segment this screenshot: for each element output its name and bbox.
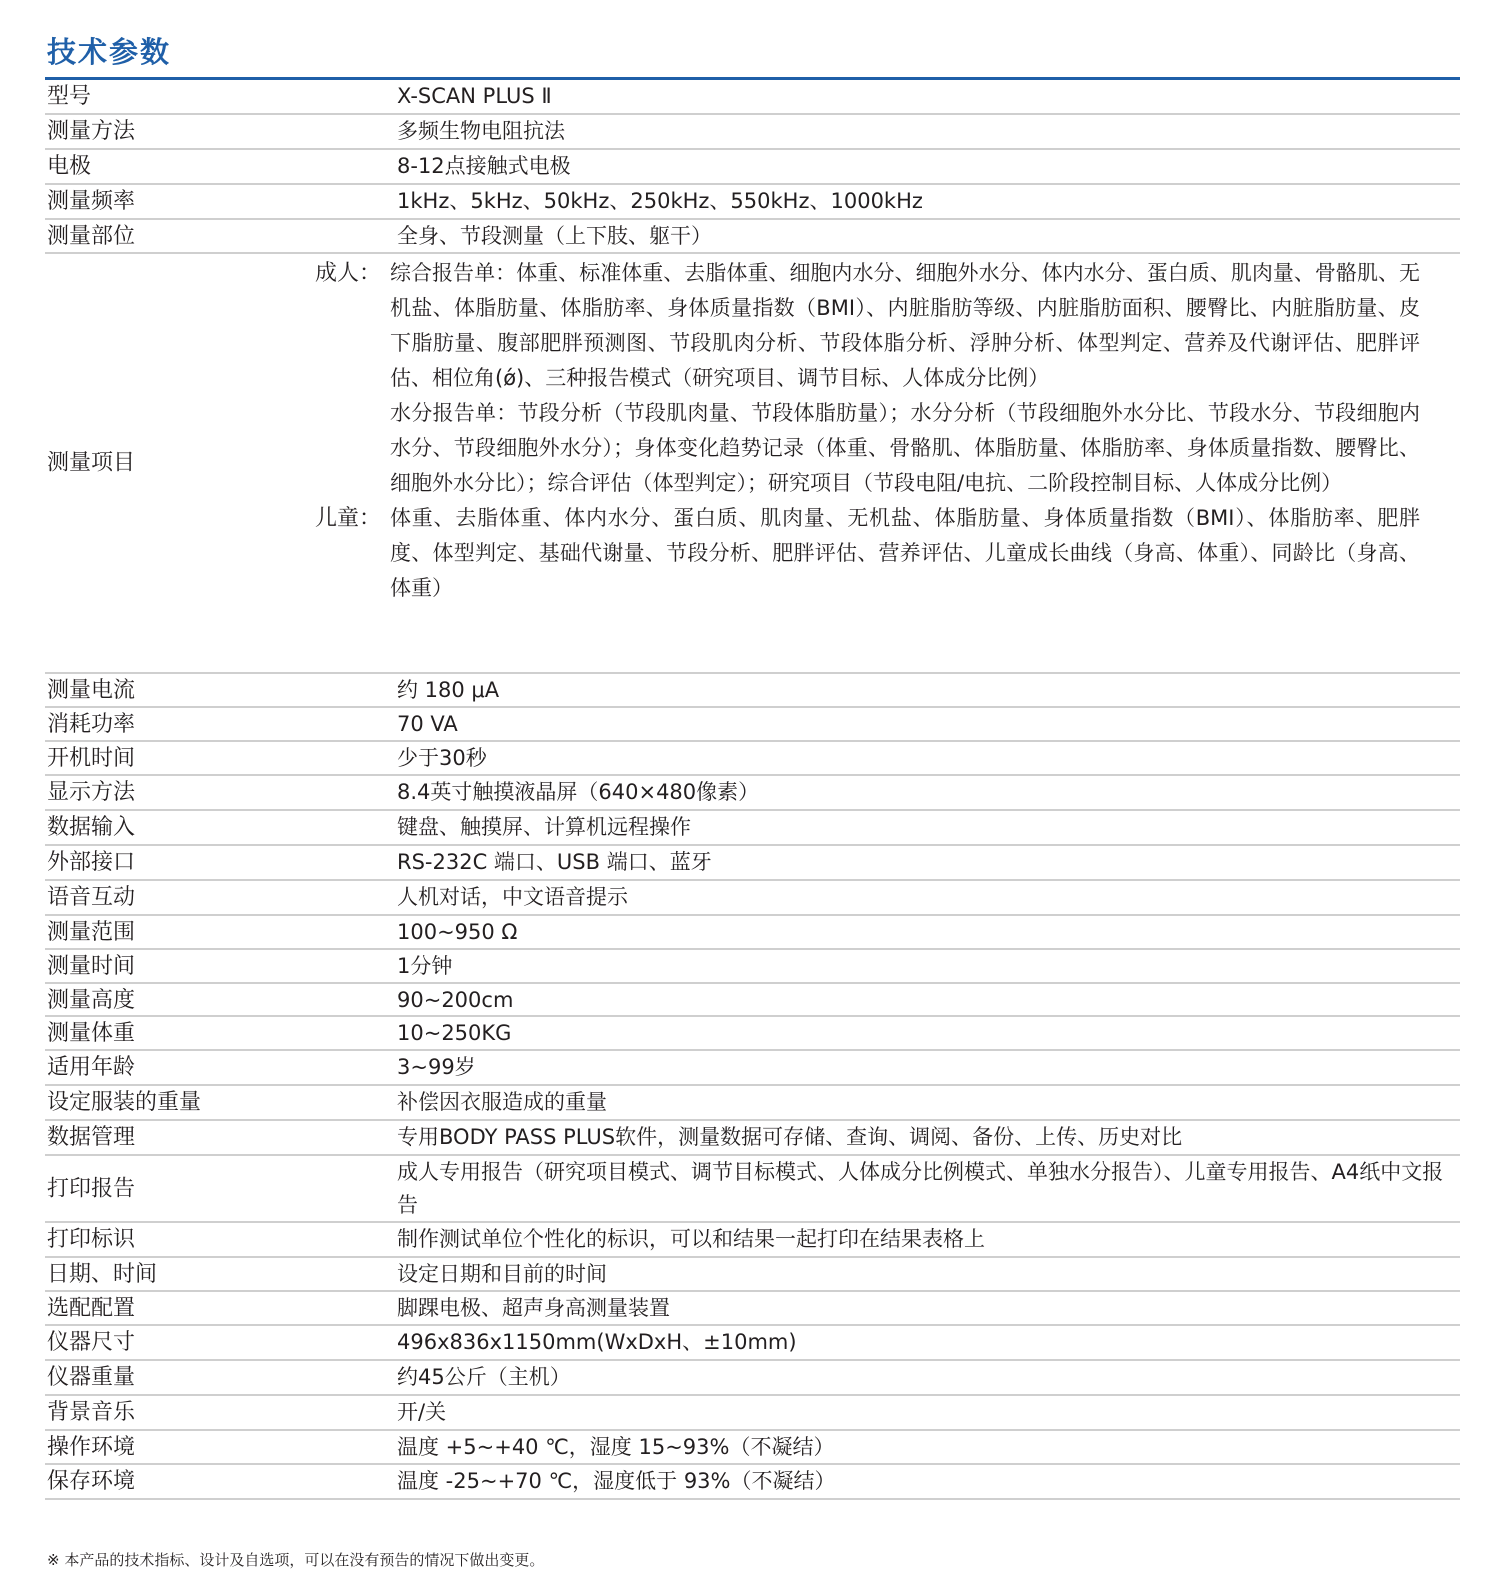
spec-label: 消耗功率 xyxy=(47,712,136,737)
spec-row xyxy=(45,1431,1460,1465)
spec-label: 保存环境 xyxy=(47,1469,136,1494)
spec-row xyxy=(45,1396,1460,1431)
spec-row xyxy=(45,220,1460,254)
spec-label: 日期、时间 xyxy=(47,1262,158,1287)
spec-value: X-SCAN PLUS Ⅱ xyxy=(397,84,552,108)
spec-value: 开/关 xyxy=(397,1400,447,1424)
spec-row xyxy=(45,708,1460,742)
spec-label: 设定服装的重量 xyxy=(47,1090,202,1115)
spec-label: 背景音乐 xyxy=(47,1400,136,1425)
spec-value: RS-232C 端口、USB 端口、蓝牙 xyxy=(397,850,712,874)
spec-label: 操作环境 xyxy=(47,1435,136,1460)
spec-value: 脚踝电极、超声身高测量装置 xyxy=(397,1296,670,1320)
spec-value: 10~250KG xyxy=(397,1021,512,1045)
spec-value: 少于30秒 xyxy=(397,746,487,770)
spec-value: 约 180 μA xyxy=(397,678,500,702)
adult-group xyxy=(45,256,1460,501)
spec-label: 适用年龄 xyxy=(47,1055,136,1080)
spec-value: 专用BODY PASS PLUS软件，测量数据可存储、查询、调阅、备份、上传、历史对比 xyxy=(397,1125,1183,1149)
spec-table xyxy=(45,80,1460,1500)
spec-value: 设定日期和目前的时间 xyxy=(397,1262,607,1286)
spec-label: 外部接口 xyxy=(47,850,136,875)
child-group xyxy=(45,501,1460,606)
spec-value: 约45公斤（主机） xyxy=(397,1365,571,1389)
child-tag: 儿童： xyxy=(315,506,382,531)
spec-row xyxy=(45,1465,1460,1500)
spec-label: 开机时间 xyxy=(47,746,136,771)
spec-row xyxy=(45,1121,1460,1156)
spec-row xyxy=(45,742,1460,776)
spec-row xyxy=(45,1361,1460,1396)
spec-label: 数据输入 xyxy=(47,815,136,840)
spec-row xyxy=(45,776,1460,811)
spec-label: 测量电流 xyxy=(47,678,136,703)
spec-row xyxy=(45,674,1460,708)
spec-row xyxy=(45,1051,1460,1086)
spec-value: 1分钟 xyxy=(397,954,453,978)
spec-value: 制作测试单位个性化的标识，可以和结果一起打印在结果表格上 xyxy=(397,1227,985,1251)
comprehensive-report-text: 体重、标准体重、去脂体重、细胞内水分、细胞外水分、体内水分、蛋白质、肌肉量、骨骼肌、无机盐、体脂肪量、体脂肪率、身体质量指数（BMI）、内脏脂肪等级、内脏脂肪面积、腰臀比、内脏脂肪量、皮下脂肪量、腹部肥胖预测图、节段肌肉分析、节段体脂分析、浮肿分析、体型判定、营养及代谢评估、肥胖评估、相位角(ǿ)、三种报告模式（研究项目、调节目标、人体成分比例） xyxy=(390,261,1420,390)
spec-label: 测量体重 xyxy=(47,1021,136,1046)
spec-row-measurement-items xyxy=(45,254,1460,674)
spec-label: 型号 xyxy=(47,84,92,109)
spec-label: 测量时间 xyxy=(47,954,136,979)
spec-value: 补偿因衣服造成的重量 xyxy=(397,1090,607,1114)
spec-value: 1kHz、5kHz、50kHz、250kHz、550kHz、1000kHz xyxy=(397,189,923,213)
spec-value: 8-12点接触式电极 xyxy=(397,154,571,178)
adult-tag: 成人： xyxy=(315,261,382,286)
spec-value: 8.4英寸触摸液晶屏（640×480像素） xyxy=(397,780,760,804)
spec-value: 100~950 Ω xyxy=(397,920,518,944)
spec-label: 打印报告 xyxy=(47,1176,136,1201)
water-report-heading: 水分报告单： xyxy=(390,401,518,425)
spec-row xyxy=(45,1258,1460,1292)
spec-label: 选配配置 xyxy=(47,1296,136,1321)
spec-value: 全身、节段测量（上下肢、躯干） xyxy=(397,224,712,248)
spec-value: 人机对话，中文语音提示 xyxy=(397,885,628,909)
spec-label: 测量高度 xyxy=(47,988,136,1013)
spec-row xyxy=(45,1017,1460,1051)
spec-row xyxy=(45,1292,1460,1326)
page-title: 技术参数 xyxy=(47,35,172,69)
spec-row xyxy=(45,185,1460,220)
spec-row xyxy=(45,950,1460,984)
spec-label: 测量频率 xyxy=(47,189,136,214)
spec-label: 测量范围 xyxy=(47,920,136,945)
spec-label: 数据管理 xyxy=(47,1125,136,1150)
spec-row xyxy=(45,1223,1460,1258)
spec-value: 成人专用报告（研究项目模式、调节目标模式、人体成分比例模式、单独水分报告）、儿童专用报告、A4纸中文报告 xyxy=(397,1160,1444,1217)
spec-value: 496x836x1150mm(WxDxH、±10mm) xyxy=(397,1330,797,1354)
spec-row xyxy=(45,916,1460,950)
spec-value: 多频生物电阻抗法 xyxy=(397,119,565,143)
spec-label: 打印标识 xyxy=(47,1227,136,1252)
spec-label: 测量部位 xyxy=(47,224,136,249)
spec-label: 语音互动 xyxy=(47,885,136,910)
child-report-text: 体重、去脂体重、体内水分、蛋白质、肌肉量、无机盐、体脂肪量、身体质量指数（BMI）、体脂肪率、肥胖度、体型判定、基础代谢量、节段分析、肥胖评估、营养评估、儿童成长曲线（身高、体重）、同龄比（身高、体重） xyxy=(390,506,1420,600)
spec-label: 仪器尺寸 xyxy=(47,1330,136,1355)
spec-label: 电极 xyxy=(47,154,92,179)
footnote: ※ 本产品的技术指标、设计及自选项，可以在没有预告的情况下做出变更。 xyxy=(47,1551,545,1569)
spec-row xyxy=(45,881,1460,916)
spec-value: 3~99岁 xyxy=(397,1055,476,1079)
spec-row xyxy=(45,811,1460,846)
spec-label: 显示方法 xyxy=(47,780,136,805)
spec-row xyxy=(45,80,1460,115)
spec-value: 90~200cm xyxy=(397,988,514,1012)
water-report-text: 节段分析（节段肌肉量、节段体脂肪量）；水分分析（节段细胞外水分比、节段水分、节段细胞内水分、节段细胞外水分）；身体变化趋势记录（体重、骨骼肌、体脂肪量、体脂肪率、身体质量指数、腰臀比、细胞外水分比）；综合评估（体型判定）；研究项目（节段电阻/电抗、二阶段控制目标、人体成分比例） xyxy=(390,401,1420,495)
spec-row-print-report xyxy=(45,1156,1460,1223)
spec-row xyxy=(45,1086,1460,1121)
spec-value: 温度 -25~+70 ℃，湿度低于 93%（不凝结） xyxy=(397,1469,836,1493)
spec-label: 测量项目 xyxy=(47,450,136,476)
spec-label: 测量方法 xyxy=(47,119,136,144)
spec-value: 温度 +5~+40 ℃，湿度 15~93%（不凝结） xyxy=(397,1435,835,1459)
spec-value: 键盘、触摸屏、计算机远程操作 xyxy=(397,815,691,839)
spec-label: 仪器重量 xyxy=(47,1365,136,1390)
spec-row xyxy=(45,115,1460,150)
comprehensive-report-heading: 综合报告单： xyxy=(390,261,517,285)
spec-row xyxy=(45,1326,1460,1361)
spec-row xyxy=(45,150,1460,185)
adult-water-report xyxy=(390,396,1420,501)
spec-row xyxy=(45,846,1460,881)
spec-row xyxy=(45,984,1460,1017)
spec-value: 70 VA xyxy=(397,712,458,736)
adult-comprehensive-report xyxy=(390,256,1420,396)
